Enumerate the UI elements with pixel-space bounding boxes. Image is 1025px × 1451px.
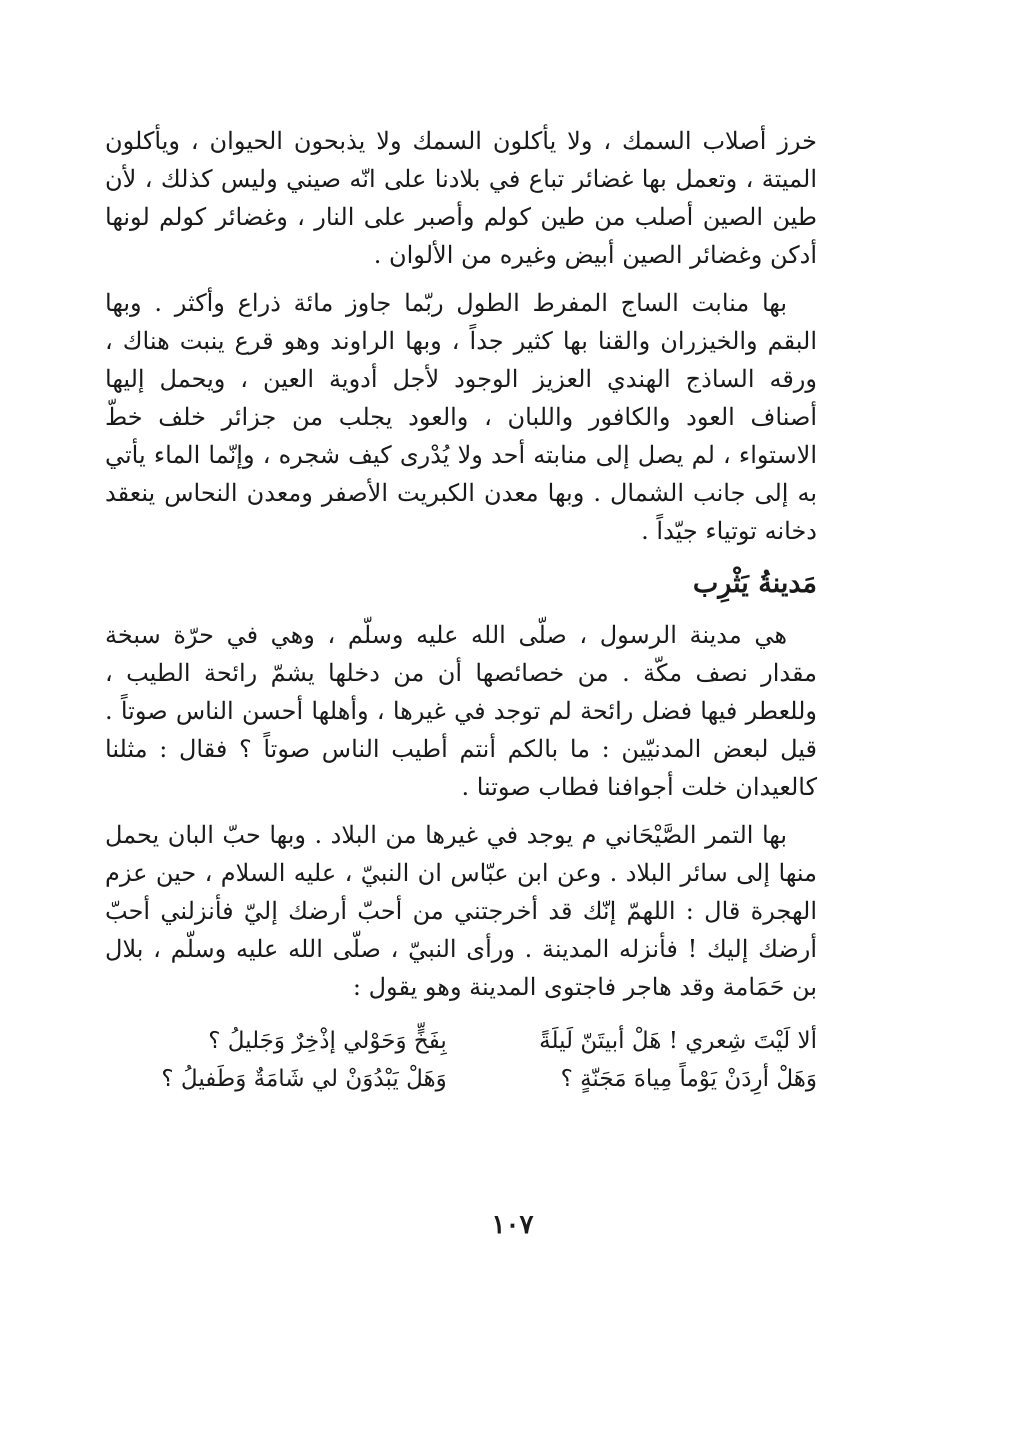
poem-second-hemistich: وَهَلْ يَبْدُوَنْ لي شَامَةٌ وَطَفيلُ ؟ <box>161 1066 447 1092</box>
paragraph-fish-and-pottery: خرز أصلاب السمك ، ولا يأكلون السمك ولا يذبحون الحيوان ، ويأكلون الميتة ، وتعمل بها غضائر تباع في بلادنا على انّه صيني وليس كذلك ، لأن طين الصين أصلب من طين كولم وأصبر على النار ، وغضائر كولم لونها أدكن وغضائر الصين أبيض وغيره من الألوان . <box>105 127 817 269</box>
poem-verse <box>105 1022 817 1060</box>
poem-second-hemistich: بِفَخٍّ وَحَوْلي إذْخِرٌ وَجَليلُ ؟ <box>208 1028 447 1054</box>
poem-first-hemistich: وَهَلْ أرِدَنْ يَوْماً مِياهَ مَجَنّةٍ ؟ <box>560 1066 817 1092</box>
poem-first-hemistich: ألا لَيْتَ شِعري ! هَلْ أبيتَنّ لَيلَةً <box>539 1028 817 1054</box>
paragraph-teak-and-aloeswood: بها منابت الساج المفرط الطول ربّما جاوز مائة ذراع وأكثر . وبها البقم والخيزران والقنا بها كثير جداً ، وبها الراوند وهو قرع ينبت هناك ، ورقه الساذج الهندي العزيز الوجود لأجل أدوية العين ، ويحمل إليها أصناف العود والكافور واللبان ، والعود يجلب من جزائر خلف خطّ الاستواء ، لم يصل إلى منابته أحد ولا يُدْرى كيف شجره ، وإنّما الماء يأتي به إلى جانب الشمال . وبها معدن الكبريت الأصفر ومعدن النحاس ينعقد دخانه توتياء جيّداً . <box>105 289 818 545</box>
paragraph-city-of-the-prophet: هي مدينة الرسول ، صلّى الله عليه وسلّم ، وهي في حرّة سبخة مقدار نصف مكّة . من خصائصها أن من دخلها يشمّ رائحة الطيب ، وللعطر فيها فضل رائحة لم توجد في غيرها ، وأهلها أحسن الناس صوتاً . قيل لبعض المدنيّين : ما بالكم أنتم أطيب الناس صوتاً ؟ فقال : مثلنا كالعيدان خلت أجوافنا فطاب صوتنا . <box>105 621 817 801</box>
page-body <box>105 122 817 1098</box>
paragraph-dates-and-hijra: بها التمر الصَّيْحَاني م يوجد في غيرها من البلاد . وبها حبّ البان يحمل منها إلى سائر البلاد . وعن ابن عبّاس ان النبيّ ، عليه السلام ، حين عزم الهجرة قال : اللهمّ إنّك قد أخرجتني من أحبّ أرضك إليّ فأنزلني أحبّ أرضك إليك ! فأنزله المدينة . ورأى النبيّ ، صلّى الله عليه وسلّم ، بلال بن حَمَامة وقد هاجر فاجتوى المدينة وهو يقول : <box>105 821 817 1001</box>
page-number: ١٠٧ <box>491 1210 534 1240</box>
poem-verse <box>105 1060 817 1098</box>
section-heading-yathrib: مَدينةُ يَثْرِب <box>692 568 817 599</box>
poem <box>105 1022 817 1098</box>
